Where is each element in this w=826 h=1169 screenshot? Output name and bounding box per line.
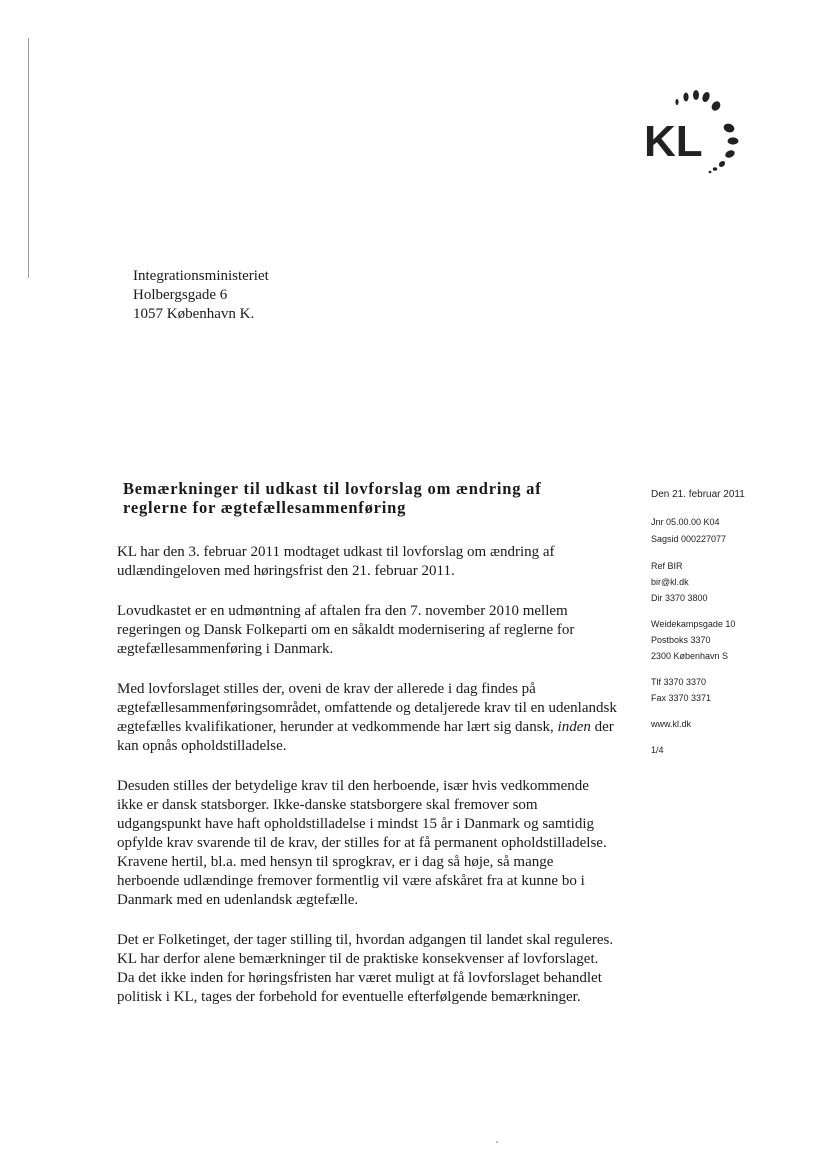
logo-leaf bbox=[701, 91, 711, 103]
recipient-city: 1057 København K. bbox=[133, 306, 255, 322]
paragraph-3 bbox=[117, 680, 617, 756]
letter-date: Den 21. februar 2011 bbox=[651, 489, 745, 500]
paragraph-3-text-b: der kan opnås opholdstilladelse. bbox=[117, 719, 614, 754]
sender-street: Weidekampsgade 10 bbox=[651, 619, 736, 629]
paragraph-1: KL har den 3. februar 2011 modtaget udkast til lovforslag om ændring af udlændingeloven med høringsfrist den 21. februar 2011. bbox=[117, 544, 555, 579]
recipient-street: Holbergsgade 6 bbox=[133, 287, 228, 303]
sender-address bbox=[651, 616, 801, 664]
direct-phone: Dir 3370 3800 bbox=[651, 593, 708, 603]
logo-leaf bbox=[710, 100, 722, 113]
page-indicator bbox=[651, 742, 801, 758]
case-id: Sagsid 000227077 bbox=[651, 534, 727, 544]
letter-body bbox=[117, 543, 617, 1028]
logo-leaf bbox=[693, 90, 699, 100]
recipient-address bbox=[133, 267, 269, 324]
logo-leaf bbox=[675, 99, 678, 105]
sender-city: 2300 København S bbox=[651, 651, 729, 661]
paragraph-5: Det er Folketinget, der tager stilling til, hvordan adgangen til landet skal reguleres. KL har derfor alene bemærkninger til de praktiske konsekvenser af lovforslaget. Da det ikke inden for høringsfristen har været muligt at få lovforslaget behandlet politisk i KL, tages der forbehold for eventuelle efterfølgende bemærkninger. bbox=[117, 932, 614, 1005]
kl-logo bbox=[642, 86, 746, 182]
logo-leaf bbox=[722, 122, 735, 134]
logo-leaf bbox=[728, 137, 739, 144]
paragraph-3-text-a: Med lovforslaget stilles der, oveni de krav der allerede i dag findes på ægtefællesammenføringsområdet, omfattende og detaljerede krav til en udenlandsk ægtefælles kvalifikationer, herunder at vedkommende har lært sig dansk, bbox=[117, 681, 617, 735]
phone-numbers bbox=[651, 674, 801, 706]
paragraph-4: Desuden stilles der betydelige krav til den herboende, især hvis vedkommende ikke er dansk statsborger. Ikke-danske statsborgere skal fremover som udgangspunkt have haft opholdstilladelse i mindst 15 år i Danmark og samtidig opfylde krav svarende til de krav, der stilles for at få permanent opholdstilladelse. Kravene hertil, bl.a. med hensyn til sprogkrav, er i dag så høje, så mange herboende udlændinge fremover formentlig vil være afskåret fra at kunne bo i Danmark med en udenlandsk ægtefælle. bbox=[117, 778, 607, 908]
paragraph-2: Lovudkastet er en udmøntning af aftalen fra den 7. november 2010 mellem regeringen og Dansk Folkeparti om en såkaldt modernisering af reglerne for ægtefællesammenføring i Danmark. bbox=[117, 603, 575, 657]
paragraph-3-emphasis: inden bbox=[557, 719, 591, 735]
title-line-1: Bemærkninger til udkast til lovforslag om ændring af bbox=[123, 479, 542, 498]
case-reference bbox=[651, 514, 801, 548]
logo-text: KL bbox=[644, 117, 703, 166]
recipient-name: Integrationsministeriet bbox=[133, 268, 269, 284]
title-line-2: reglerne for ægtefællesammenføring bbox=[123, 498, 407, 517]
logo-leaf bbox=[718, 160, 727, 168]
document-title bbox=[123, 479, 603, 517]
fax-number: Fax 3370 3371 bbox=[651, 693, 712, 703]
sender-postbox: Postboks 3370 bbox=[651, 635, 711, 645]
logo-leaf bbox=[724, 149, 736, 159]
logo-leaf bbox=[713, 167, 717, 171]
logo-leaf bbox=[683, 93, 688, 102]
journal-number: Jnr 05.00.00 K04 bbox=[651, 517, 720, 527]
website bbox=[651, 716, 801, 732]
main-phone: Tlf 3370 3370 bbox=[651, 677, 707, 687]
reference-initials: Ref BIR bbox=[651, 561, 683, 571]
scan-speck bbox=[496, 1141, 498, 1143]
page-number: 1/4 bbox=[651, 745, 664, 755]
website-url: www.kl.dk bbox=[651, 719, 692, 729]
contact-email: bir@kl.dk bbox=[651, 577, 689, 587]
contact-person bbox=[651, 558, 801, 606]
logo-leaf bbox=[709, 171, 712, 173]
sender-info-sidebar bbox=[651, 487, 801, 768]
left-margin-line bbox=[28, 38, 29, 278]
